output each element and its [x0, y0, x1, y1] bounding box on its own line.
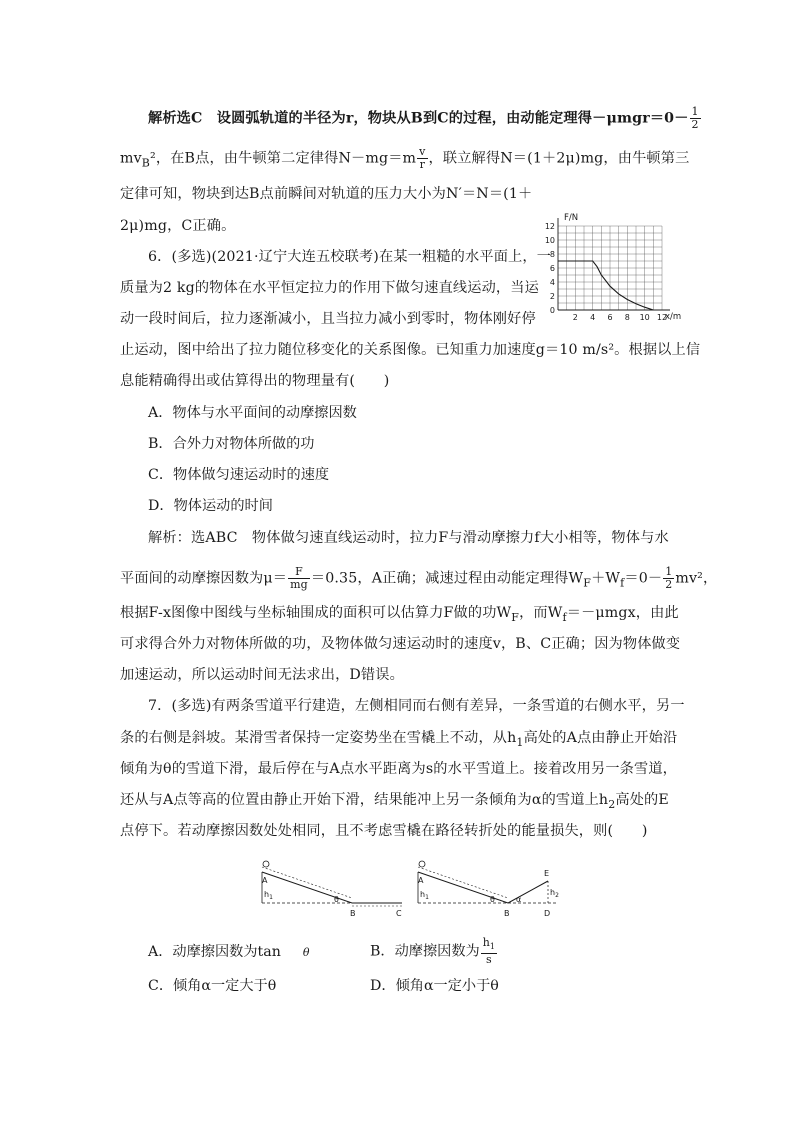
solution5-text: 解析选C 设圆弧轨道的半径为r，物块从B到C的过程，由动能定理得－μmgr＝0－: [148, 110, 689, 127]
solution5-line2: $mv_B^2$，在B点，由牛顿第二定律得N－mg＝m $\frac{v}{r}$ ，联立解得N＝(1＋2μ)mg，由牛顿第三: [120, 145, 690, 171]
x-tick-label: 12: [656, 313, 668, 322]
q7-line1: 7．(多选)有两条雪道平行建造，左侧相同而右侧有差异，一条雪道的右侧水平，另一: [148, 698, 685, 714]
diagram2-label-D: D: [544, 909, 551, 918]
fraction-v2-r: $\frac{v}{r}$: [419, 145, 426, 171]
x-tick-label: 6: [607, 313, 613, 322]
q7-line3: 倾角为θ的雪道下滑，最后停在与A点水平距离为s的水平雪道上。接着改用另一条雪道，: [120, 761, 678, 777]
diagram1-label-B: B: [350, 909, 356, 918]
solution6-line4: 可求得合外力对物体所做的功，及物体做匀速运动时的速度v，B、C正确；因为物体做变: [120, 636, 681, 652]
fraction-half-2: $\frac{1}{2}$: [665, 565, 673, 591]
chart-xlabel: x/m: [665, 312, 682, 322]
q6-option-c[interactable]: C．物体做匀速运动时的速度: [148, 467, 330, 483]
y-tick-label: 2: [549, 292, 555, 301]
q7-option-b[interactable]: B．动摩擦因数为 $\frac{h_1}{s}$: [370, 936, 495, 967]
solution5-line4: 2μ)mg，C正确。: [120, 218, 236, 234]
chart-ticks: [545, 222, 667, 322]
diagram1-label-A: A: [262, 876, 268, 885]
diagram2-label-E: E: [544, 869, 550, 878]
solution6-line3: 根据F-x图像中图线与坐标轴围成的面积可以估算力F做的功$W_F$，而$W_f=-\mu mgx$，由此: [120, 605, 679, 624]
solution6-line2: 平面间的动摩擦因数为μ＝ $\frac{F}{mg}$ ＝0.35，A正确；减速过程由动能定理得$W_F+W_f=0-$ $\frac{1}{2}$ mv²，: [120, 565, 718, 591]
q7-line5: 点停下。若动摩擦因数处处相同，且不考虑雪橇在路径转折处的能量损失，则( ): [120, 823, 648, 839]
diagram2-label-h2: $h_2$: [550, 888, 559, 899]
q6-line1: 6．(多选)(2021·辽宁大连五校联考)在某一粗糙的水平面上，一: [148, 249, 552, 265]
solution5-line1: [148, 106, 702, 131]
y-tick-label: 4: [549, 278, 555, 287]
diagram2-label-B: B: [504, 909, 510, 918]
y-tick-label: 6: [549, 264, 555, 273]
solution6-line1: 解析：选ABC 物体做匀速直线运动时，拉力F与滑动摩擦力f大小相等，物体与水: [148, 530, 669, 546]
fraction-h1-s: $\frac{h_1}{s}$: [482, 936, 495, 967]
fraction-f-mg: $\frac{F}{mg}$: [290, 565, 308, 591]
q6-line4: 止运动，图中给出了拉力随位移变化的关系图像。已知重力加速度g＝10 m/s²。根据以上信: [120, 342, 701, 358]
y-tick-label: 0: [549, 306, 555, 315]
diagram1-label-theta: θ: [334, 895, 339, 904]
y-tick-label: 12: [544, 222, 555, 231]
force-curve: [558, 261, 653, 310]
solution6-line5: 加速运动，所以运动时间无法求出，D错误。: [120, 667, 404, 683]
q6-line5: 息能精确得出或估算得出的物理量有( ): [120, 373, 390, 389]
x-tick-label: 10: [639, 313, 650, 322]
q6-line2: 质量为2 kg的物体在水平恒定拉力的作用下做匀速直线运动，当运: [120, 280, 539, 296]
y-tick-label: 10: [544, 236, 555, 245]
diagram1-label-h1: $h_1$: [264, 890, 273, 901]
fraction-half: $\frac{1}{2}$: [691, 105, 699, 131]
q7-option-d[interactable]: D．倾角α一定小于θ: [370, 978, 499, 994]
chart-series: [558, 261, 653, 310]
q6-option-b[interactable]: B．合外力对物体所做的功: [148, 436, 315, 452]
q7-option-c[interactable]: C．倾角α一定大于θ: [148, 978, 277, 994]
diagram2-label-h1: $h_1$: [420, 890, 429, 901]
diagram2-label-A: A: [418, 876, 424, 885]
q6-option-d[interactable]: D．物体运动的时间: [148, 498, 273, 514]
q6-option-a[interactable]: A．物体与水平面间的动摩擦因数: [148, 405, 357, 421]
diagram2-label-theta: θ: [490, 895, 495, 904]
y-tick-label: 8: [549, 250, 555, 259]
q7-option-a[interactable]: A．动摩擦因数为tan θ: [148, 944, 310, 960]
q6-line3: 动一段时间后，拉力逐渐减小，且当拉力减小到零时，物体刚好停: [120, 311, 536, 327]
q7-line4: 还从与A点等高的位置由静止开始下滑，结果能冲上另一条倾角为α的雪道上$h_2$高处的E: [120, 792, 669, 811]
chart-grid: [558, 226, 662, 310]
solution5-line3: 定律可知，物块到达B点前瞬间对轨道的压力大小为N′＝N＝(1＋: [120, 186, 533, 202]
force-displacement-chart: [534, 208, 684, 324]
diagram1-label-C: C: [396, 909, 402, 918]
ski-diagram-incline: [410, 856, 570, 920]
chart-ylabel: F/N: [564, 213, 579, 223]
x-tick-label: 4: [590, 313, 596, 322]
x-tick-label: 8: [624, 313, 630, 322]
diagram2-label-alpha: α: [516, 895, 522, 904]
x-tick-label: 2: [572, 313, 578, 322]
ski-diagram-flat: [252, 856, 412, 920]
q7-line2: 条的右侧是斜坡。某滑雪者保持一定姿势坐在雪橇上不动，从$h_1$高处的A点由静止开始沿: [120, 730, 678, 749]
